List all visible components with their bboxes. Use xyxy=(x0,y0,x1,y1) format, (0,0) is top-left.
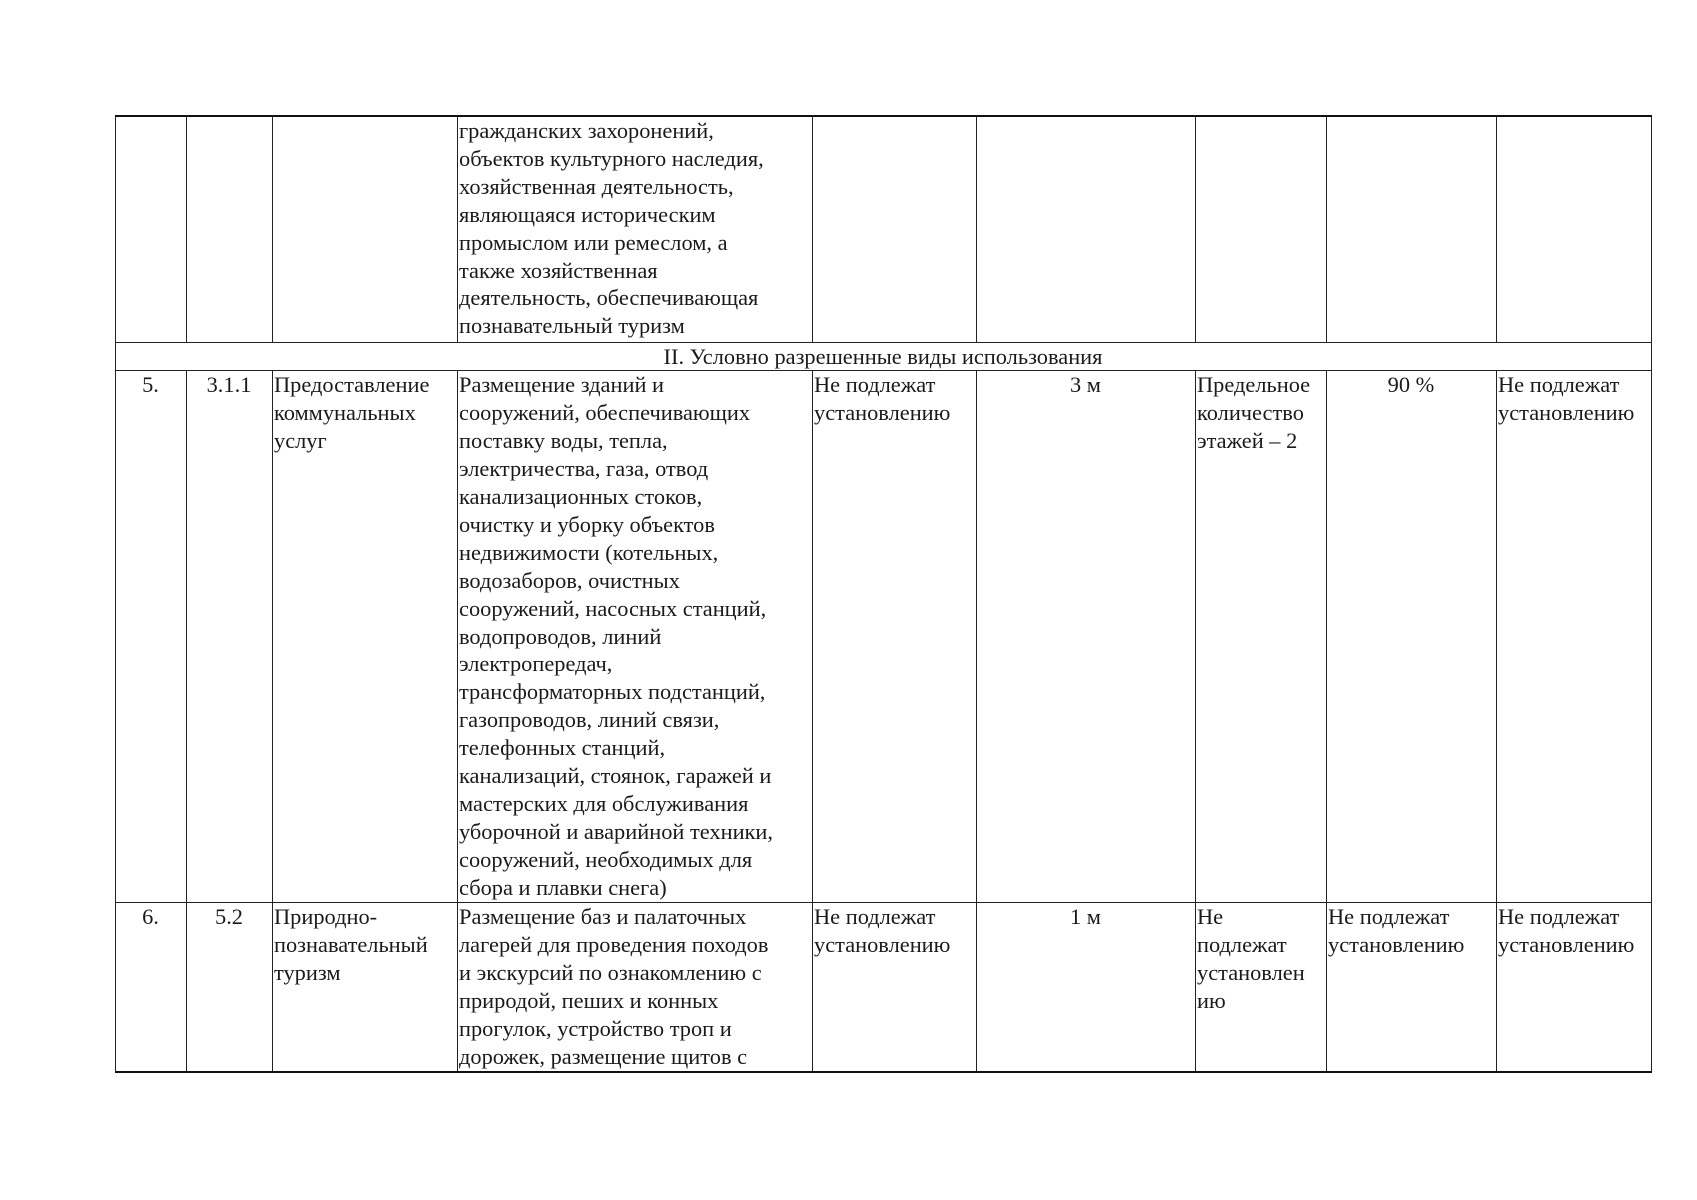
cell-col9 xyxy=(1497,903,1652,1072)
col9-line: Не подлежат xyxy=(1498,372,1620,398)
cell-col7 xyxy=(1196,371,1327,903)
description-line: также хозяйственная xyxy=(459,257,658,283)
description-line: газопроводов, линий связи, xyxy=(459,707,720,733)
cell-code: 5.2 xyxy=(187,903,273,1072)
description-line: Размещение баз и палаточных xyxy=(459,904,747,930)
description-line: хозяйственная деятельность, xyxy=(459,173,734,199)
description-line: недвижимости (котельных, xyxy=(459,539,719,565)
description-line: деятельность, обеспечивающая xyxy=(459,285,759,311)
cell-name xyxy=(273,903,458,1072)
description-line: телефонных станций, xyxy=(459,735,666,761)
col7-line: подлежат xyxy=(1197,932,1287,958)
description-line: сбора и плавки снега) xyxy=(459,874,667,900)
description-line: канализаций, стоянок, гаражей и xyxy=(459,763,772,789)
description-line: и экскурсий по ознакомлению с xyxy=(459,960,762,986)
cell-empty xyxy=(977,116,1196,342)
description-line: электричества, газа, отвод xyxy=(459,456,709,482)
description-line: лагерей для проведения походов xyxy=(459,932,769,958)
name-line: Предоставление xyxy=(274,372,430,398)
cell-num: 5. xyxy=(116,371,187,903)
cell-empty xyxy=(813,116,977,342)
name-line: туризм xyxy=(274,960,341,986)
col7-line: количество xyxy=(1197,400,1304,426)
table-row-6 xyxy=(116,903,1652,1072)
cell-col9 xyxy=(1497,371,1652,903)
description-line: Размещение зданий и xyxy=(459,372,665,398)
cell-col8 xyxy=(1327,903,1497,1072)
cell-description xyxy=(458,903,813,1072)
table-row-5 xyxy=(116,371,1652,903)
cell-col6: 1 м xyxy=(977,903,1196,1072)
col8-line: Не подлежат xyxy=(1328,904,1450,930)
description-line: сооружений, обеспечивающих xyxy=(459,400,751,426)
description-line: трансформаторных подстанций, xyxy=(459,679,766,705)
col5-line: установлению xyxy=(814,932,951,958)
cell-name xyxy=(273,371,458,903)
description-line: очистку и уборку объектов xyxy=(459,511,715,537)
cell-code-empty xyxy=(187,116,273,342)
description-line: сооружений, необходимых для xyxy=(459,846,753,872)
description-line: поставку воды, тепла, xyxy=(459,428,668,454)
col7-line: ию xyxy=(1197,988,1226,1014)
cell-col8: 90 % xyxy=(1327,371,1497,903)
cell-col5 xyxy=(813,903,977,1072)
name-line: услуг xyxy=(274,428,327,454)
cell-description xyxy=(458,116,813,342)
description-line: сооружений, насосных станций, xyxy=(459,595,767,621)
cell-description xyxy=(458,371,813,903)
name-line: Природно- xyxy=(274,904,378,930)
cell-col6: 3 м xyxy=(977,371,1196,903)
description-line: мастерских для обслуживания xyxy=(459,791,749,816)
description-line: гражданских захоронений, xyxy=(459,118,714,143)
cell-name-empty xyxy=(273,116,458,342)
description-line: являющаяся историческим xyxy=(459,201,716,227)
land-use-regulations-table xyxy=(115,115,1652,1073)
description-line: уборочной и аварийной техники, xyxy=(459,818,774,844)
col5-line: Не подлежат xyxy=(814,372,936,398)
col7-line: этажей – 2 xyxy=(1197,428,1298,454)
cell-empty xyxy=(1327,116,1497,342)
col5-line: установлению xyxy=(814,400,951,426)
description-line: канализационных стоков, xyxy=(459,484,703,510)
description-line: прогулок, устройство троп и xyxy=(459,1016,732,1042)
description-line: промыслом или ремеслом, а xyxy=(459,229,728,255)
col9-line: Не подлежат xyxy=(1498,904,1620,930)
description-line: водопроводов, линий xyxy=(459,623,662,649)
name-line: коммунальных xyxy=(274,400,416,426)
col8-line: установлению xyxy=(1328,932,1465,958)
description-line: природой, пеших и конных xyxy=(459,988,719,1014)
cell-code: 3.1.1 xyxy=(187,371,273,903)
col7-line: Предельное xyxy=(1197,372,1311,398)
cell-num-empty xyxy=(116,116,187,342)
cell-col5 xyxy=(813,371,977,903)
cell-empty xyxy=(1497,116,1652,342)
description-line: объектов культурного наследия, xyxy=(459,145,764,171)
section-header: II. Условно разрешенные виды использования xyxy=(116,342,1652,371)
description-line: водозаборов, очистных xyxy=(459,567,680,593)
section-header-row xyxy=(116,342,1652,371)
cell-empty xyxy=(1196,116,1327,342)
cell-num: 6. xyxy=(116,903,187,1072)
col7-line: установлен xyxy=(1197,960,1305,986)
name-line: познавательный xyxy=(274,932,428,958)
description-line: познавательный туризм xyxy=(459,313,685,339)
description-line: дорожек, размещение щитов с xyxy=(459,1043,748,1069)
col7-line: Не xyxy=(1197,904,1224,930)
col9-line: установлению xyxy=(1498,932,1635,958)
cell-col7 xyxy=(1196,903,1327,1072)
col9-line: установлению xyxy=(1498,400,1635,426)
col5-line: Не подлежат xyxy=(814,904,936,930)
table-row-continued xyxy=(116,116,1652,342)
description-line: электропередач, xyxy=(459,651,613,677)
